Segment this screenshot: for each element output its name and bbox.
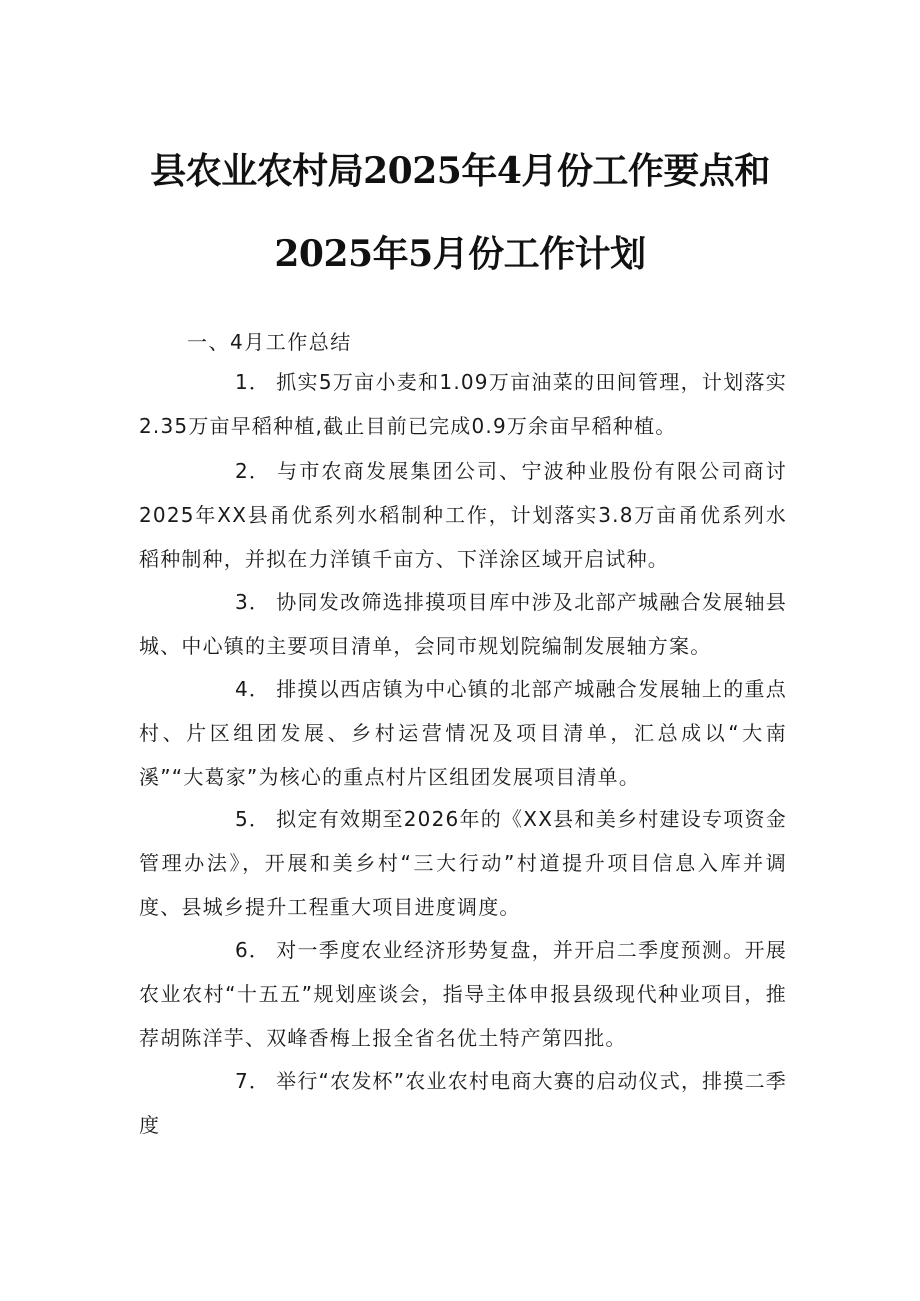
item-text: 举行“农发杯”农业农村电商大赛的启动仪式，排摸二季度 (139, 1069, 787, 1137)
item-text: 与市农商发展集团公司、宁波种业股份有限公司商讨2025年XX县甬优系列水稻制种工作，计划落实3.8万亩甬优系列水稻种制种，并拟在力洋镇千亩方、下洋涂区域开启试种。 (139, 459, 787, 571)
item-text: 对一季度农业经济形势复盘，并开启二季度预测。开展农业农村“十五五”规划座谈会，指导主体申报县级现代种业项目，推荐胡陈洋芋、双峰香梅上报全省名优土特产第四批。 (139, 938, 787, 1050)
list-item (139, 797, 787, 929)
item-number: 7． (235, 1069, 271, 1093)
item-text: 排摸以西店镇为中心镇的北部产城融合发展轴上的重点村、片区组团发展、乡村运营情况及项目清单，汇总成以“大南溪”“大葛家”为核心的重点村片区组团发展项目清单。 (139, 677, 787, 789)
item-number: 5． (235, 807, 271, 831)
list-item (139, 1059, 787, 1147)
document-title-line-1: 县农业农村局2025年4月份工作要点和 (150, 150, 770, 192)
item-text: 拟定有效期至2026年的《XX县和美乡村建设专项资金管理办法》，开展和美乡村“三大行动”村道提升项目信息入库并调度、县城乡提升工程重大项目进度调度。 (139, 807, 787, 919)
document-title-line-2: 2025年5月份工作计划 (274, 233, 646, 275)
list-item (139, 580, 787, 668)
item-text: 抓实5万亩小麦和1.09万亩油菜的田间管理，计划落实2.35万亩早稻种植,截止目前已完成0.9万余亩早稻种植。 (139, 370, 787, 438)
item-number: 6． (235, 938, 271, 962)
item-number: 3． (235, 590, 271, 614)
item-number: 1． (235, 370, 271, 394)
item-number: 2． (235, 459, 271, 483)
list-item (139, 360, 787, 448)
list-item (139, 449, 787, 581)
list-item (139, 667, 787, 799)
section-heading: 一、4月工作总结 (187, 330, 352, 354)
list-item (139, 928, 787, 1060)
item-text: 协同发改筛选排摸项目库中涉及北部产城融合发展轴县城、中心镇的主要项目清单，会同市规划院编制发展轴方案。 (139, 590, 787, 658)
item-number: 4． (235, 677, 271, 701)
